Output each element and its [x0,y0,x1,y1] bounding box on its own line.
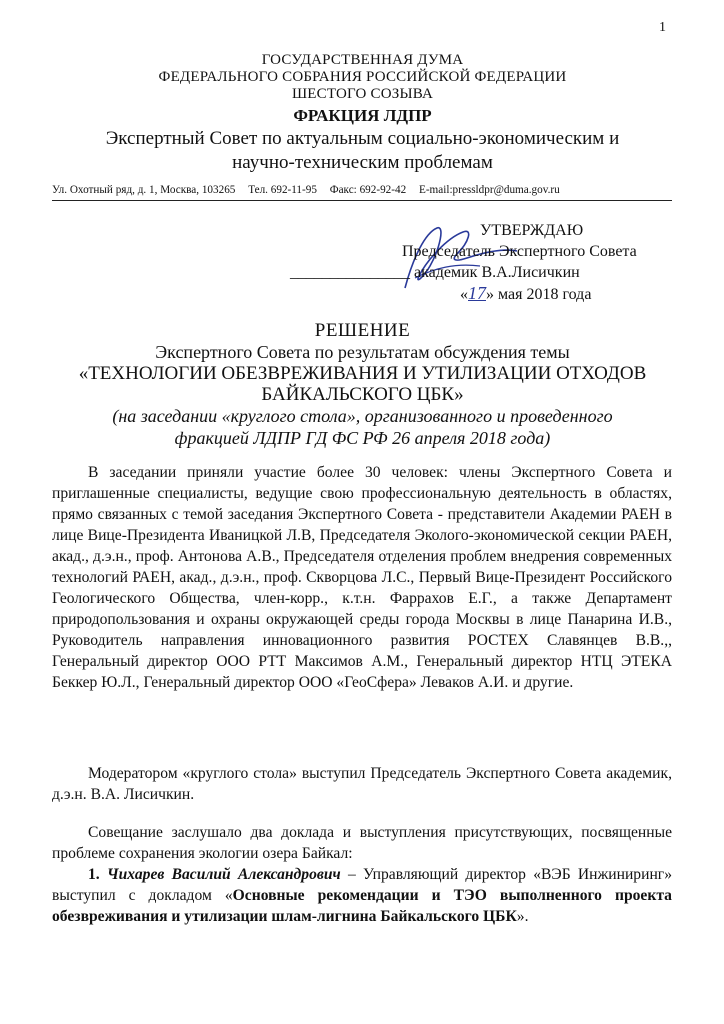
address-fax: Факс: 692-92-42 [329,184,407,196]
address-phone: Тел. 692-11-95 [248,184,317,196]
decision-heading [50,320,675,449]
header-divider [52,200,672,201]
header-council-line2: научно-техническим проблемам [232,152,493,173]
decision-theme-line2: БАЙКАЛЬСКОГО ЦБК» [261,384,464,405]
address-street: Ул. Охотный ряд, д. 1, Москва, 103265 [52,184,236,196]
header-convocation: ШЕСТОГО СОЗЫВА [291,86,434,102]
approval-date-open: « [460,286,468,303]
header-state-duma: ГОСУДАРСТВЕННАЯ ДУМА [261,52,464,68]
approval-signature-blank: _______________ [290,264,410,281]
item1-description: – Управляющий директор «ВЭБ Инжиниринг» выступил с докладом « [52,866,672,904]
decision-title: РЕШЕНИЕ [314,320,411,341]
approval-name-line [290,262,670,283]
paragraph-moderator: Модератором «круглого стола» выступил Председатель Экспертного Совета академик, д.э.н. В.А. Лисичкин. [52,765,672,803]
approval-date-rest: » мая 2018 года [486,286,592,303]
letterhead [50,52,675,175]
address-email: E-mail:pressldpr@duma.gov.ru [419,184,560,196]
approval-name: академик В.А.Лисичкин [414,264,580,281]
address-line [52,184,674,196]
header-faction: ФРАКЦИЯ ЛДПР [293,106,432,125]
item1-speaker: Чихарев Василий Александрович [106,866,341,883]
decision-note-line2: фракцией ЛДПР ГД ФС РФ 26 апреля 2018 года) [174,428,551,448]
approval-title: УТВЕРЖДАЮ [480,222,584,239]
item1-end: ». [516,908,529,925]
decision-theme-line1: «ТЕХНОЛОГИИ ОБЕЗВРЕЖИВАНИЯ И УТИЛИЗАЦИИ ОТХОДОВ [78,363,647,384]
page-number: 1 [659,20,666,35]
list-item-report-1 [52,864,672,927]
item1-report-title: Основные рекомендации и ТЭО выполненного проекта обезвреживания и утилизации шлам-лигнина Байкальского ЦБК [52,887,672,925]
decision-subtitle: Экспертного Совета по результатам обсуждения темы [155,342,570,362]
header-council-line1: Экспертный Совет по актуальным социально-экономическим и [105,128,620,149]
paragraph-meeting: Совещание заслушало два доклада и выступления присутствующих, посвященные проблеме сохранения экологии озера Байкал: [52,824,672,862]
approval-date [400,283,670,305]
decision-note-line1: (на заседании «круглого стола», организованного и проведенного [112,406,613,426]
approval-date-day: 17 [468,283,486,303]
approval-position: Председатель Экспертного Совета [402,243,637,260]
approval-block [290,220,670,305]
paragraph-participants: В заседании приняли участие более 30 человек: члены Экспертного Совета и приглашенные специалисты, ведущие свою профессиональную деятельность в областях, прямо связанных с темой заседания Экспертного Совета - представители Академии РАЕН в лице Вице-Президента Иваницкой Л.В, Председателя Эколого-экономической секции РАЕН, акад., д.э.н., проф. Антонова А.В., Председателя отделения проблем внедрения современных технологий РАЕН, акад., д.э.н., проф. Скворцова Л.С., Первый Вице-Президент Российского Геологического Общества, член-корр., к.т.н. Фаррахов Е.Г., а также Департамент природопользования и охраны окружающей среды города Москвы в лице Панарина И.В., Руководитель направления инновационного развития РОСТЕХ Славянцев В.В.,, Генеральный директор ООО РТТ Максимов А.М., Генеральный директор НТЦ ЭТЕКА Беккер Ю.Л., Генеральный директор ООО «ГеоСфера» Леваков А.И. и другие. [52,464,672,691]
header-federal-assembly: ФЕДЕРАЛЬНОГО СОБРАНИЯ РОССИЙСКОЙ ФЕДЕРАЦИИ [158,69,567,85]
item1-number: 1. [88,866,100,883]
